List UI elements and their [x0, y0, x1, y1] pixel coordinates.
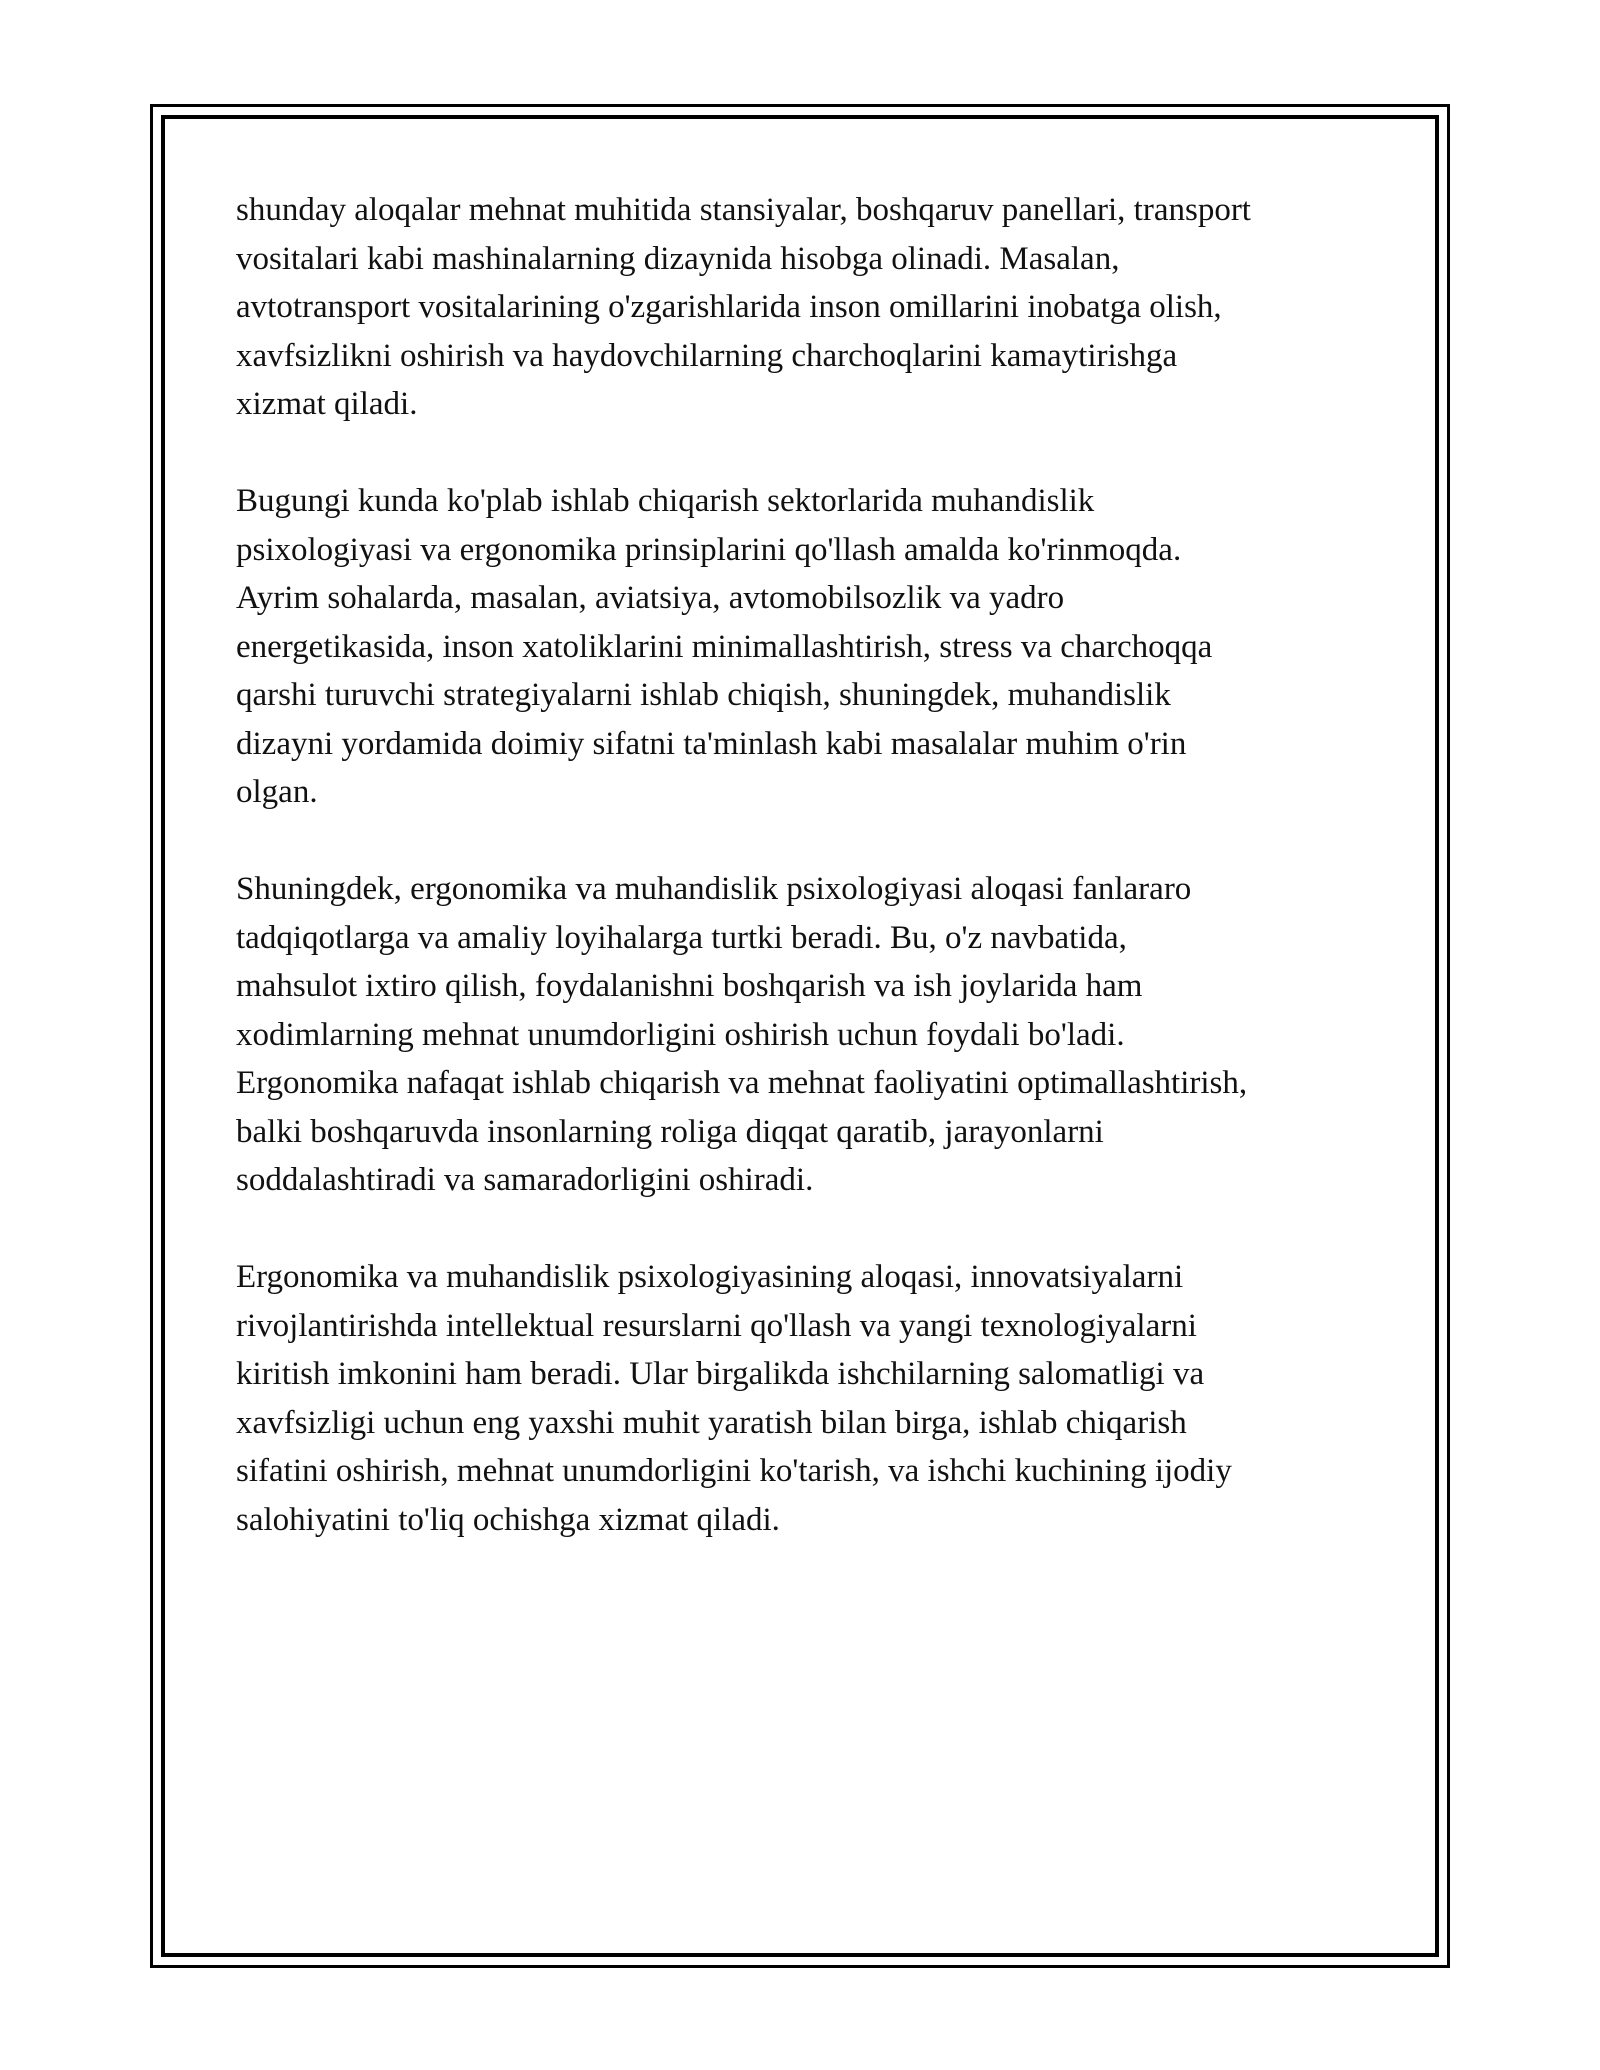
paragraph-1: shunday aloqalar mehnat muhitida stansiyalar, boshqaruv panellari, transport vositalari kabi mashinalarning dizaynida hisobga olinadi. Masalan, avtotransport vositalarining o'zgarishlarida inson omillarini inobatga olish, xavfsizlikni oshirish va haydovchilarning charchoqlarini kamaytirishga xizmat qiladi. — [236, 192, 1251, 422]
paragraph-3: Shuningdek, ergonomika va muhandislik psixologiyasi aloqasi fanlararo tadqiqotlarga va amaliy loyihalarga turtki beradi. Bu, o'z navbatida, mahsulot ixtiro qilish, foydalanishni boshqarish va ish joylarida ham xodimlarning mehnat unumdorligini oshirish uchun foydali bo'ladi. Ergonomika nafaqat ishlab chiqarish va mehnat faoliyatini optimallashtirish, balki boshqaruvda insonlarning roliga diqqat qaratib, jarayonlarni soddalashtiradi va samaradorligini oshiradi. — [236, 871, 1248, 1198]
page-content — [236, 186, 1376, 1593]
paragraph-4: Ergonomika va muhandislik psixologiyasining aloqasi, innovatsiyalarni rivojlantirishda intellektual resurslarni qo'llash va yangi texnologiyalarni kiritish imkonini ham beradi. Ular birgalikda ishchilarning salomatligi va xavfsizligi uchun eng yaxshi muhit yaratish bilan birga, ishlab chiqarish sifatini oshirish, mehnat unumdorligini ko'tarish, va ishchi kuchining ijodiy salohiyatini to'liq ochishga xizmat qiladi. — [236, 1259, 1232, 1538]
paragraph-2: Bugungi kunda ko'plab ishlab chiqarish sektorlarida muhandislik psixologiyasi va ergonomika prinsiplarini qo'llash amalda ko'rinmoqda. Ayrim sohalarda, masalan, aviatsiya, avtomobilsozlik va yadro energetikasida, inson xatoliklarini minimallashtirish, stress va charchoqqa qarshi turuvchi strategiyalarni ishlab chiqish, shuningdek, muhandislik dizayni yordamida doimiy sifatni ta'minlash kabi masalalar muhim o'rin olgan. — [236, 483, 1213, 810]
